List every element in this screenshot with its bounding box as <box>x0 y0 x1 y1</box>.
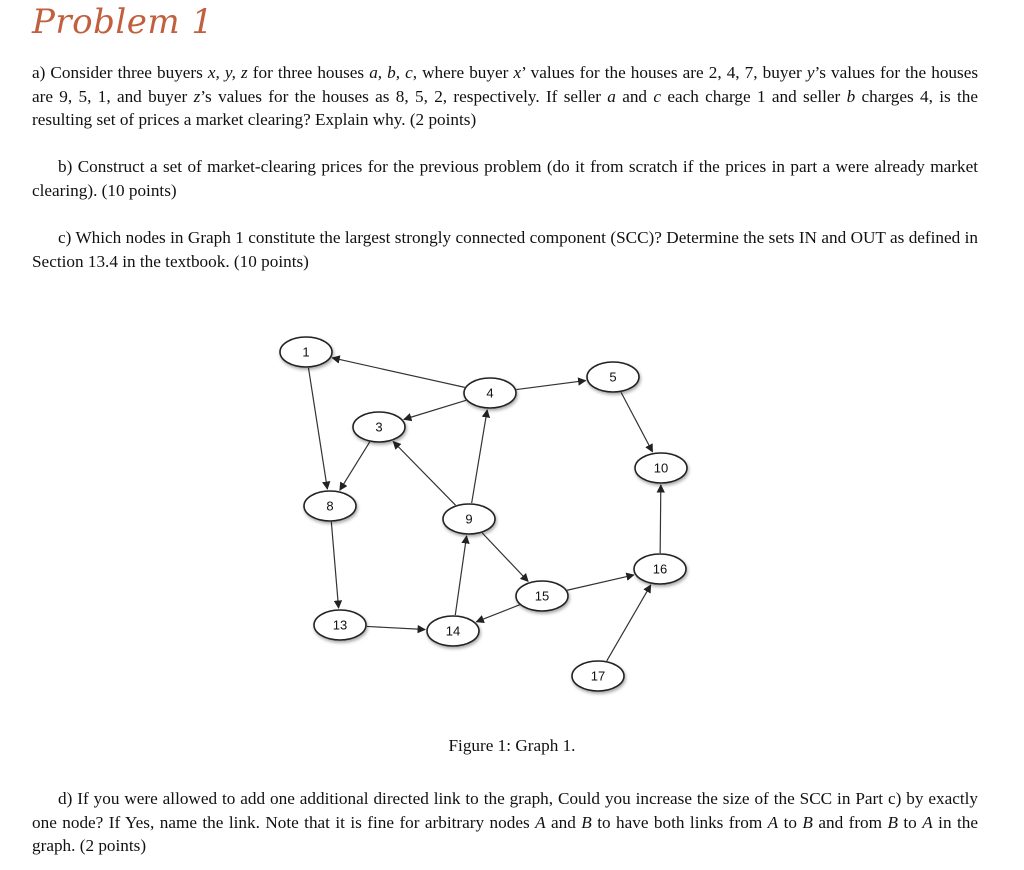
part-a-text: , where buyer <box>412 63 514 82</box>
node-label: 15 <box>534 588 550 604</box>
edge-13-to-14 <box>367 626 425 629</box>
part-a-buyers: x, y, z <box>207 63 248 82</box>
part-b-paragraph: b) Construct a set of market-clearing prices for the previous problem (do it from scratch if the prices in part a were already market clearing). (10 points) <box>32 157 978 200</box>
part-d-text: in the graph. (2 points) <box>32 812 978 855</box>
part-a-seller-a: a <box>607 86 616 106</box>
part-d-node-b: B <box>887 812 898 832</box>
edge-9-to-15 <box>482 533 528 582</box>
node-label: 10 <box>653 460 669 476</box>
part-d-node-a: A <box>535 812 546 832</box>
graph-node-8 <box>304 491 356 521</box>
edge-17-to-16 <box>607 585 651 661</box>
node-label: 3 <box>375 419 383 435</box>
edge-9-to-3 <box>393 441 455 505</box>
part-d-node-a: A <box>922 812 933 832</box>
problem-title: Problem 1 <box>32 2 214 42</box>
node-label: 1 <box>302 344 310 360</box>
node-label: 8 <box>326 498 334 514</box>
part-d-text: d) If you were allowed to add one additional directed link to the graph, Could you increase the size of the SCC in Part c) by exactly one node? If Yes, name the link. Note that it is fine for arbitrary nodes <box>32 789 978 832</box>
edge-15-to-14 <box>476 605 519 622</box>
graph-node-3 <box>353 412 405 442</box>
graph-node-17 <box>572 661 624 691</box>
edge-1-to-8 <box>308 368 327 489</box>
node-label: 17 <box>590 668 606 684</box>
part-a-seller-b: b <box>846 86 856 106</box>
edge-3-to-8 <box>340 442 370 490</box>
edge-16-to-10 <box>660 485 661 553</box>
node-label: 5 <box>609 369 617 385</box>
graph-node-5 <box>587 362 639 392</box>
part-a-buyer-z: z <box>193 86 201 106</box>
graph-figure <box>270 330 710 700</box>
edge-15-to-16 <box>567 575 634 590</box>
node-label: 16 <box>652 561 668 577</box>
edge-14-to-9 <box>455 536 466 615</box>
graph-node-4 <box>464 378 516 408</box>
node-label: 4 <box>486 385 494 401</box>
part-a-paragraph <box>32 61 978 132</box>
part-a-buyer-y: y <box>806 63 815 82</box>
part-d-text: and from <box>812 812 888 832</box>
part-a-text: ’s values for the houses are 9, 5, 1, and buyer <box>32 63 979 106</box>
node-label: 14 <box>445 623 461 639</box>
edge-9-to-4 <box>472 410 488 503</box>
part-a-houses: a, b, c <box>369 63 413 82</box>
part-a-text: a) Consider three buyers <box>32 63 208 82</box>
node-label: 9 <box>465 511 473 527</box>
graph-node-13 <box>314 610 366 640</box>
part-d-paragraph <box>32 787 978 858</box>
part-d-text: to <box>897 812 923 832</box>
part-a-text: ’ values for the houses are 2, 4, 7, buyer <box>521 63 807 82</box>
part-a-seller-c: c <box>653 86 661 106</box>
part-c-paragraph: c) Which nodes in Graph 1 constitute the largest strongly connected component (SCC)? Determine the sets IN and OUT as defined in Section 13.4 in the textbook. (10 points) <box>32 228 978 271</box>
figure-caption: Figure 1: Graph 1. <box>448 736 576 755</box>
edge-8-to-13 <box>331 522 338 608</box>
graph-node-15 <box>516 581 568 611</box>
part-a-text: for three houses <box>247 63 370 82</box>
part-a-text: and <box>615 86 654 106</box>
graph-node-9 <box>443 504 495 534</box>
part-d-node-a: A <box>767 812 779 832</box>
part-a-text: charges 4, is the resulting set of prices a market clearing? Explain why. (2 points) <box>32 86 978 129</box>
part-d-node-b: B <box>802 812 813 832</box>
edge-4-to-3 <box>404 400 466 419</box>
part-a-buyer-x: x <box>513 63 522 82</box>
part-d-text: to have both links from <box>591 812 768 832</box>
edge-4-to-5 <box>516 381 585 390</box>
part-d-text: and <box>545 812 582 832</box>
graph-node-10 <box>635 453 687 483</box>
part-a-text: each charge 1 and seller <box>661 86 847 106</box>
node-label: 13 <box>332 617 348 633</box>
part-d-text: to <box>778 812 803 832</box>
graph-node-16 <box>634 554 686 584</box>
edge-4-to-1 <box>332 358 465 388</box>
graph-node-14 <box>427 616 479 646</box>
part-a-text: ’s values for the houses as 8, 5, 2, respectively. If seller <box>200 86 608 106</box>
graph-node-1 <box>280 337 332 367</box>
nodes-layer <box>280 337 687 691</box>
part-d-node-b: B <box>581 812 592 832</box>
edge-5-to-10 <box>621 392 652 452</box>
